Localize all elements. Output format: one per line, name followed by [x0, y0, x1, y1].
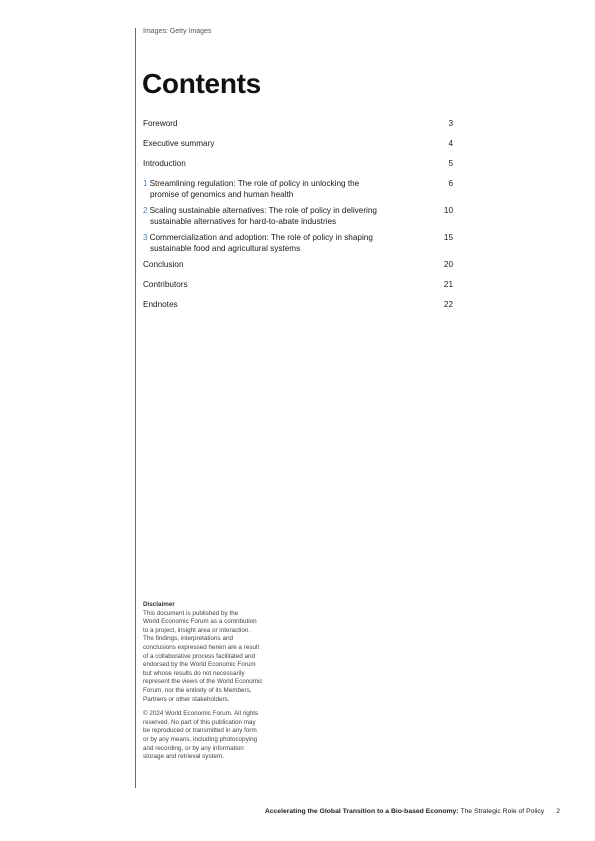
- footer-page-number: 2: [556, 808, 560, 815]
- toc-page-number: 20: [443, 260, 453, 269]
- toc-page-number: 15: [443, 233, 453, 242]
- toc-line-2: promise of genomics and human health: [150, 189, 294, 199]
- toc-page-number: 3: [448, 119, 453, 128]
- toc-entry-label: [143, 206, 398, 227]
- footer-title-rest: The Strategic Role of Policy: [458, 808, 545, 815]
- page-title: Contents: [142, 68, 261, 99]
- toc-entry-label: Conclusion: [143, 260, 184, 269]
- copyright-line: reserved. No part of this publication may: [143, 718, 256, 726]
- disclaimer-body: [143, 610, 288, 705]
- toc-entry-label: Introduction: [143, 159, 186, 168]
- vertical-rule: [135, 28, 136, 788]
- toc-entry-label: Endnotes: [143, 300, 178, 309]
- toc-entry-contributors[interactable]: [143, 280, 453, 300]
- toc-entry-conclusion[interactable]: [143, 260, 453, 280]
- disclaimer-line: conclusions expressed herein are a result: [143, 643, 260, 651]
- disclaimer-line: Partners or other stakeholders.: [143, 695, 230, 703]
- toc-entry-label: [143, 233, 398, 254]
- copyright-line: be reproduced or transmitted in any form: [143, 727, 257, 735]
- toc-entry-introduction[interactable]: [143, 159, 453, 179]
- disclaimer-line: Forum, nor the entirety of its Members,: [143, 686, 252, 694]
- toc-page-number: 4: [448, 139, 453, 148]
- toc-entry-endnotes[interactable]: [143, 300, 453, 320]
- disclaimer-line: endorsed by the World Economic Forum: [143, 661, 256, 669]
- copyright-notice: [143, 710, 288, 762]
- toc-page-number: 21: [443, 280, 453, 289]
- disclaimer-heading: Disclaimer: [143, 601, 175, 608]
- toc-page-number: 5: [448, 159, 453, 168]
- toc-line-2: sustainable alternatives for hard-to-abate industries: [150, 216, 337, 226]
- toc-entry-label: Executive summary: [143, 139, 215, 148]
- disclaimer-line: World Economic Forum as a contribution: [143, 618, 257, 626]
- disclaimer-line: represent the views of the World Economic: [143, 678, 263, 686]
- toc-entry-chapter-1[interactable]: [143, 179, 453, 206]
- copyright-line: storage and retrieval system.: [143, 753, 224, 761]
- toc-entry-label: Contributors: [143, 280, 188, 289]
- toc-page-number: 6: [448, 179, 453, 188]
- chapter-number: 1: [143, 179, 148, 188]
- toc-line-1: Commercialization and adoption: The role of policy in shaping: [149, 233, 373, 242]
- toc-entry-foreword[interactable]: [143, 119, 453, 139]
- toc-line-2: sustainable food and agricultural systems: [150, 243, 301, 253]
- disclaimer-line: of a collaborative process facilitated and: [143, 652, 256, 660]
- copyright-line: or by any means, including photocopying: [143, 735, 258, 743]
- disclaimer-line: but whose results do not necessarily: [143, 669, 245, 677]
- toc-line-1: Streamlining regulation: The role of policy in unlocking the: [149, 179, 360, 188]
- disclaimer-line: This document is published by the: [143, 609, 239, 617]
- disclaimer-line: to a project, insight area or interaction.: [143, 626, 251, 634]
- toc-page-number: 22: [443, 300, 453, 309]
- toc-entry-executive-summary[interactable]: [143, 139, 453, 159]
- copyright-line: and recording, or by any information: [143, 744, 244, 752]
- copyright-line: © 2024 World Economic Forum. All rights: [143, 710, 259, 718]
- toc-entry-chapter-3[interactable]: [143, 233, 453, 260]
- page-footer: [265, 808, 560, 815]
- image-credit: Images: Getty Images: [143, 28, 212, 35]
- chapter-number: 2: [143, 206, 148, 215]
- toc-entry-chapter-2[interactable]: [143, 206, 453, 233]
- footer-title-bold: Accelerating the Global Transition to a Bio-based Economy:: [264, 808, 459, 815]
- chapter-number: 3: [143, 233, 148, 242]
- toc-entry-label: [143, 179, 398, 200]
- toc-line-1: Scaling sustainable alternatives: The role of policy in delivering: [149, 206, 377, 215]
- table-of-contents: [143, 119, 453, 320]
- disclaimer-block: [143, 601, 288, 762]
- disclaimer-line: The findings, interpretations and: [143, 635, 233, 643]
- toc-entry-label: Foreword: [143, 119, 178, 128]
- toc-page-number: 10: [443, 206, 453, 215]
